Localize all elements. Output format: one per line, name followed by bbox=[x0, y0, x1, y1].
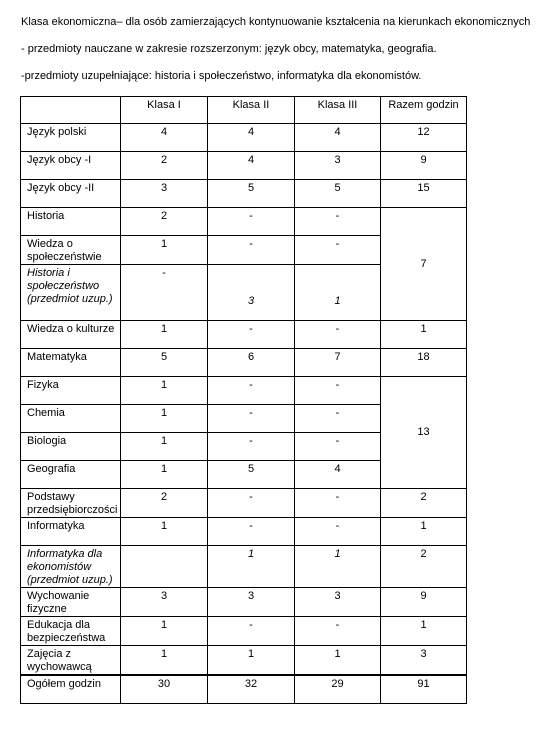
klasa-2-cell: 6 bbox=[208, 349, 295, 377]
header-subject bbox=[21, 97, 121, 124]
table-row bbox=[21, 124, 467, 152]
klasa-3-cell: - bbox=[295, 208, 381, 236]
klasa-1-cell: 1 bbox=[121, 433, 208, 461]
science-group-total-cell: 13 bbox=[381, 377, 467, 489]
klasa-2-cell: 5 bbox=[208, 461, 295, 489]
klasa-1-cell: 1 bbox=[121, 236, 208, 265]
klasa-3-cell: 3 bbox=[295, 152, 381, 180]
subject-cell: Geografia bbox=[21, 461, 121, 489]
table-row bbox=[21, 208, 467, 236]
subject-cell: Edukacja dla bezpieczeństwa bbox=[21, 617, 121, 646]
klasa-2-cell: 1 bbox=[208, 546, 295, 588]
table-row bbox=[21, 617, 467, 646]
curriculum-table bbox=[20, 96, 467, 704]
klasa-2-cell: - bbox=[208, 617, 295, 646]
klasa-3-cell: - bbox=[295, 489, 381, 518]
klasa-2-cell: - bbox=[208, 489, 295, 518]
klasa-2-cell: - bbox=[208, 518, 295, 546]
klasa-1-cell: 2 bbox=[121, 152, 208, 180]
klasa-3-cell: 29 bbox=[295, 675, 381, 703]
total-cell: 9 bbox=[381, 152, 467, 180]
klasa-1-cell: 1 bbox=[121, 461, 208, 489]
klasa-1-cell: 1 bbox=[121, 617, 208, 646]
table-row bbox=[21, 321, 467, 349]
subject-cell: Język obcy -I bbox=[21, 152, 121, 180]
klasa-1-cell: 4 bbox=[121, 124, 208, 152]
intro-line-3: -przedmioty uzupełniające: historia i społeczeństwo, informatyka dla ekonomistów. bbox=[21, 70, 422, 82]
klasa-1-cell: 1 bbox=[121, 321, 208, 349]
total-cell: 3 bbox=[381, 646, 467, 676]
klasa-3-cell: 3 bbox=[295, 588, 381, 617]
table-row bbox=[21, 180, 467, 208]
header-klasa-2: Klasa II bbox=[208, 97, 295, 124]
klasa-1-cell: 1 bbox=[121, 518, 208, 546]
klasa-1-cell bbox=[121, 546, 208, 588]
klasa-3-cell: 5 bbox=[295, 180, 381, 208]
klasa-3-cell: - bbox=[295, 405, 381, 433]
header-klasa-3: Klasa III bbox=[295, 97, 381, 124]
klasa-1-cell: 3 bbox=[121, 180, 208, 208]
klasa-1-cell: 1 bbox=[121, 405, 208, 433]
klasa-2-cell: - bbox=[208, 433, 295, 461]
table-row bbox=[21, 377, 467, 405]
klasa-2-cell: 3 bbox=[208, 588, 295, 617]
subject-cell: Wiedza o społeczeństwie bbox=[21, 236, 121, 265]
klasa-2-cell: - bbox=[208, 236, 295, 265]
subject-cell: Historia bbox=[21, 208, 121, 236]
klasa-3-cell: 4 bbox=[295, 124, 381, 152]
klasa-1-cell: 1 bbox=[121, 646, 208, 676]
klasa-2-cell: - bbox=[208, 321, 295, 349]
klasa-2-cell: 4 bbox=[208, 124, 295, 152]
subject-cell: Podstawy przedsiębiorczości bbox=[21, 489, 121, 518]
subject-cell: Ogółem godzin bbox=[21, 675, 121, 703]
klasa-1-cell: 2 bbox=[121, 208, 208, 236]
klasa-3-cell: - bbox=[295, 236, 381, 265]
klasa-3-cell: 1 bbox=[295, 546, 381, 588]
total-cell: 2 bbox=[381, 546, 467, 588]
subject-cell: Wychowanie fizyczne bbox=[21, 588, 121, 617]
klasa-2-cell: 4 bbox=[208, 152, 295, 180]
total-cell: 91 bbox=[381, 675, 467, 703]
klasa-3-cell: 7 bbox=[295, 349, 381, 377]
subject-cell: Fizyka bbox=[21, 377, 121, 405]
klasa-1-cell: 1 bbox=[121, 377, 208, 405]
klasa-3-cell: - bbox=[295, 518, 381, 546]
total-cell: 2 bbox=[381, 489, 467, 518]
total-cell: 12 bbox=[381, 124, 467, 152]
klasa-1-cell: 3 bbox=[121, 588, 208, 617]
total-cell: 18 bbox=[381, 349, 467, 377]
klasa-2-cell: 32 bbox=[208, 675, 295, 703]
header-klasa-1: Klasa I bbox=[121, 97, 208, 124]
subject-cell: Informatyka bbox=[21, 518, 121, 546]
history-group-total-cell: 7 bbox=[381, 208, 467, 321]
total-cell: 1 bbox=[381, 518, 467, 546]
klasa-2-cell: 3 bbox=[208, 265, 295, 321]
klasa-3-cell: 1 bbox=[295, 265, 381, 321]
klasa-3-cell: - bbox=[295, 321, 381, 349]
table-row bbox=[21, 546, 467, 588]
subject-cell: Biologia bbox=[21, 433, 121, 461]
subject-cell: Wiedza o kulturze bbox=[21, 321, 121, 349]
klasa-2-cell: 5 bbox=[208, 180, 295, 208]
table-row bbox=[21, 152, 467, 180]
klasa-1-cell: 30 bbox=[121, 675, 208, 703]
subject-cell: Zajęcia z wychowawcą bbox=[21, 646, 121, 676]
total-row bbox=[21, 675, 467, 703]
klasa-3-cell: 4 bbox=[295, 461, 381, 489]
table-row bbox=[21, 588, 467, 617]
subject-cell: Matematyka bbox=[21, 349, 121, 377]
klasa-2-cell: - bbox=[208, 405, 295, 433]
klasa-1-cell: 2 bbox=[121, 489, 208, 518]
table-row bbox=[21, 349, 467, 377]
klasa-2-cell: - bbox=[208, 208, 295, 236]
klasa-3-cell: 1 bbox=[295, 646, 381, 676]
klasa-1-cell: - bbox=[121, 265, 208, 321]
intro-line-1: Klasa ekonomiczna– dla osób zamierzających kontynuowanie kształcenia na kierunkach ekonomicznych bbox=[21, 16, 531, 28]
subject-cell: Język obcy -II bbox=[21, 180, 121, 208]
klasa-2-cell: - bbox=[208, 377, 295, 405]
subject-cell: Historia i społeczeństwo (przedmiot uzup.) bbox=[21, 265, 121, 321]
klasa-3-cell: - bbox=[295, 377, 381, 405]
header-row bbox=[21, 97, 467, 124]
subject-cell: Język polski bbox=[21, 124, 121, 152]
subject-cell: Chemia bbox=[21, 405, 121, 433]
total-cell: 1 bbox=[381, 321, 467, 349]
klasa-1-cell: 5 bbox=[121, 349, 208, 377]
total-cell: 9 bbox=[381, 588, 467, 617]
klasa-2-cell: 1 bbox=[208, 646, 295, 676]
table-row bbox=[21, 518, 467, 546]
intro-line-2: - przedmioty nauczane w zakresie rozszerzonym: język obcy, matematyka, geografia. bbox=[21, 43, 437, 55]
table-row bbox=[21, 646, 467, 676]
table-row bbox=[21, 489, 467, 518]
klasa-3-cell: - bbox=[295, 617, 381, 646]
header-total: Razem godzin bbox=[381, 97, 467, 124]
total-cell: 1 bbox=[381, 617, 467, 646]
subject-cell: Informatyka dla ekonomistów (przedmiot uzup.) bbox=[21, 546, 121, 588]
total-cell: 15 bbox=[381, 180, 467, 208]
klasa-3-cell: - bbox=[295, 433, 381, 461]
